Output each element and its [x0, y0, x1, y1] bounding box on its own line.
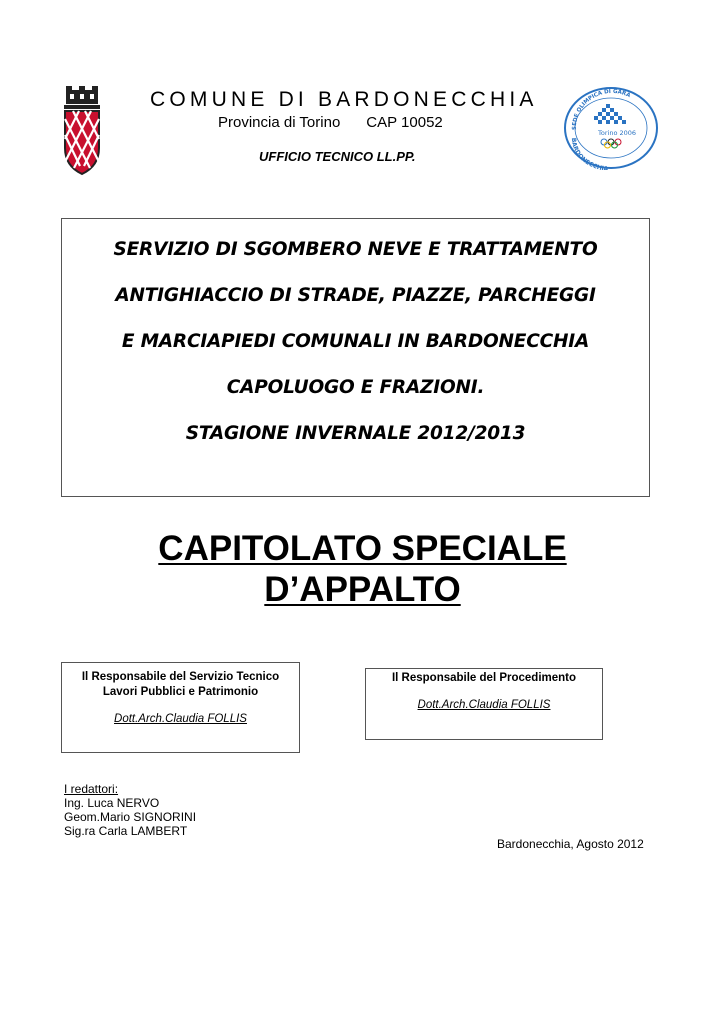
signature-role-line: Lavori Pubblici e Patrimonio: [102, 686, 259, 698]
title-line: E MARCIAPIEDI COMUNALI IN BARDONECCHIA: [121, 331, 590, 352]
cap-text: CAP 10052: [366, 114, 443, 131]
signature-name: Dott.Arch.Claudia FOLLIS: [417, 699, 551, 711]
provincia-line: [218, 114, 443, 131]
signature-role-line: Il Responsabile del Servizio Tecnico: [81, 671, 280, 683]
editor-name: Sig.ra Carla LAMBERT: [64, 824, 188, 838]
document-heading: [0, 528, 725, 610]
provincia-text: Provincia di Torino: [218, 114, 341, 131]
logo-torino-text: Torino 2006: [598, 129, 637, 137]
heading-line-1: CAPITOLATO SPECIALE: [158, 529, 567, 568]
olympic-venue-logo-icon: [562, 86, 660, 170]
editor-name: Geom.Mario SIGNORINI: [64, 810, 197, 824]
signature-role-line: Il Responsabile del Procedimento: [391, 672, 577, 684]
title-line: CAPOLUOGO E FRAZIONI.: [226, 377, 485, 398]
place-date: Bardonecchia, Agosto 2012: [497, 837, 644, 851]
editor-name: Ing. Luca NERVO: [64, 796, 160, 810]
logo-arc-text: SEDE OLIMPICA DI GARA: [571, 88, 632, 131]
comune-name: COMUNE DI BARDONECCHIA: [150, 88, 538, 111]
svg-text:BARDONECCHIA: [570, 138, 609, 170]
ufficio-label: UFFICIO TECNICO LL.PP.: [259, 149, 416, 164]
signature-box-procedimento: [365, 668, 603, 740]
coat-of-arms-icon: [62, 86, 102, 178]
logo-town-text: BARDONECCHIA: [569, 137, 609, 170]
title-line: SERVIZIO DI SGOMBERO NEVE E TRATTAMENTO: [113, 239, 598, 260]
signature-box-servizio: [61, 662, 300, 753]
title-line: STAGIONE INVERNALE 2012/2013: [185, 423, 526, 444]
editors-label: I redattori:: [64, 782, 119, 796]
signature-name: Dott.Arch.Claudia FOLLIS: [114, 713, 247, 725]
heading-line-2: D’APPALTO: [264, 570, 461, 609]
title-box: [61, 218, 650, 497]
editors-list: [64, 782, 196, 838]
title-line: ANTIGHIACCIO DI STRADE, PIAZZE, PARCHEGGI: [115, 285, 596, 306]
